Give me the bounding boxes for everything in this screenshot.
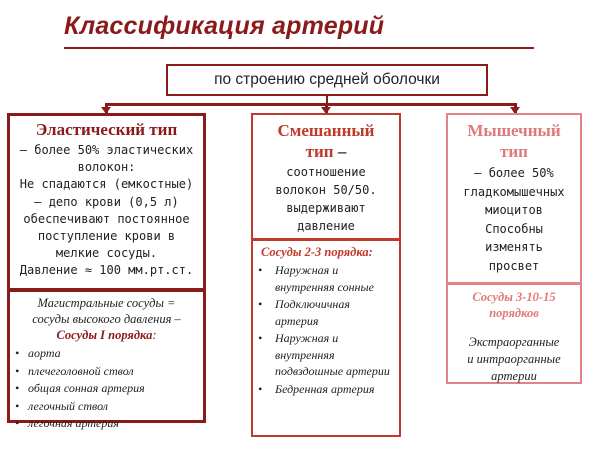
elastic-line: мелкие сосуды. — [55, 246, 158, 261]
muscular-line: Способны — [485, 221, 543, 236]
list-item: • общая сонная артерия — [10, 380, 203, 398]
elastic-vessels-colon: : — [152, 328, 157, 342]
elastic-vessels-order: Сосуды I порядка — [56, 328, 153, 342]
diagram-title: Классификация артерий — [64, 12, 385, 40]
elastic-line: обеспечивают постоянное — [23, 211, 190, 226]
muscular-vessels-heading: Сосуды 3-10-15 — [472, 290, 556, 304]
muscular-line: – более 50% — [474, 166, 554, 180]
mixed-vessels-list — [253, 262, 399, 397]
mixed-line: выдерживают — [286, 201, 366, 215]
mixed-vessels-heading: Сосуды 2-3 порядка: — [261, 245, 373, 259]
list-item: • Бедренная артерия — [253, 381, 395, 398]
elastic-vessels-list — [10, 345, 203, 433]
list-item: • Подключичная артерия — [253, 296, 395, 329]
muscular-type-heading: Мышечный — [467, 121, 561, 140]
muscular-vessels-line: и интраорганные — [467, 352, 561, 366]
list-item: • легочная артерия — [10, 415, 203, 433]
elastic-line: – более 50% эластических — [19, 143, 194, 157]
connector-horizontal — [105, 103, 517, 106]
list-item: • Наружная и внутренняя сонные — [253, 262, 395, 295]
elastic-type-box — [7, 113, 206, 291]
mixed-type-heading-2: тип — [305, 142, 334, 161]
mixed-line: соотношение — [286, 165, 366, 179]
muscular-line: изменять — [485, 240, 543, 254]
muscular-type-box — [446, 113, 582, 284]
muscular-vessels-heading-2: порядков — [489, 306, 539, 320]
muscular-line: миоцитов — [485, 203, 543, 217]
title-underline — [64, 47, 534, 49]
elastic-vessels-box — [7, 289, 206, 430]
mixed-type-heading: Смешанный — [277, 121, 375, 140]
elastic-vessels-line: Магистральные сосуды = — [37, 296, 176, 310]
mixed-line: волокон 50/50. — [275, 183, 377, 197]
list-item: • плечеголовной ствол — [10, 363, 203, 381]
elastic-type-description — [10, 142, 203, 280]
muscular-line: гладкомышечных — [463, 184, 565, 199]
list-item: • легочный ствол — [10, 398, 203, 416]
elastic-line: волокон: — [77, 160, 136, 175]
mixed-line: давление — [297, 219, 355, 233]
mixed-vessels-box — [251, 239, 401, 437]
muscular-vessels-box — [446, 283, 582, 384]
root-node: по строению средней оболочки — [166, 64, 488, 96]
list-item: • аорта — [10, 345, 203, 363]
muscular-type-heading-2: тип — [500, 142, 528, 161]
elastic-line: – депо крови (0,5 л) — [34, 194, 179, 209]
elastic-line: поступление крови в — [37, 229, 176, 244]
muscular-vessels-line: Экстраорганные — [468, 335, 560, 349]
muscular-line: просвет — [488, 258, 540, 273]
elastic-line: Не спадаются (емкостные) — [19, 177, 194, 192]
muscular-vessels-line: артерии — [491, 369, 537, 383]
elastic-vessels-line: сосуды высокого давления – — [32, 312, 181, 326]
mixed-type-box — [251, 113, 401, 240]
elastic-type-heading: Эластический тип — [35, 120, 178, 139]
mixed-type-heading-dash: – — [333, 142, 347, 161]
elastic-line: Давление ≈ 100 мм.рт.ст. — [19, 263, 194, 278]
list-item: • Наружная и внутренняя подвздошные артерии — [253, 330, 395, 380]
